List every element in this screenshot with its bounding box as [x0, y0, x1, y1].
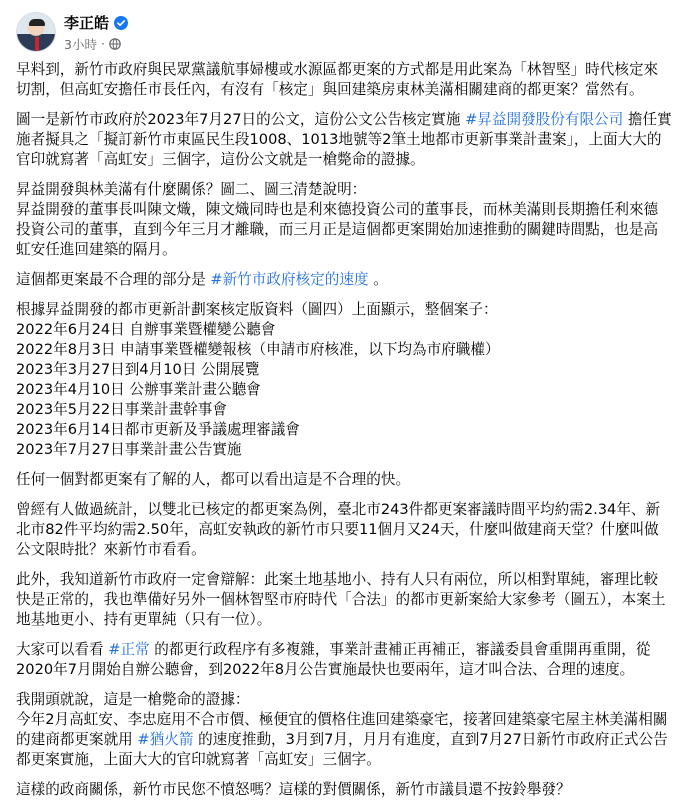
- paragraph-9: [16, 640, 672, 680]
- paragraph-4-text-a: 這個都更案最不合理的部分是: [16, 271, 206, 288]
- paragraph-5: [16, 300, 672, 460]
- paragraph-7: 曾經有人做過統計，以雙北已核定的都更案為例，臺北市243件都更案審議時間平均約需2.34年、新北市82件平均約需2.50年，高虹安執政的新竹市只要11個月又24天，什麼叫做建商天堂？什麼叫做公文限時批？來新竹市看看。: [16, 501, 661, 558]
- separator-dot: ·: [100, 36, 105, 51]
- paragraph-2-text-b: 擔任實施者擬具之「擬訂新竹市東區民生段1008、1013地號等2筆土地都市更新事業計畫案」，上面大大的官印就寫著「高虹安」三個字，這份公文就是一槍斃命的證據。: [16, 111, 672, 168]
- avatar[interactable]: [16, 12, 56, 52]
- paragraph-10-text-a: 今年2月高虹安、李忠庭用不合市價、極便宜的價格住進回建築豪宅，接著回建築豪宅屋主林美滿相關的建商都更案就用: [16, 711, 668, 748]
- globe-icon[interactable]: [109, 38, 121, 50]
- timeline-intro: 根據昇益開發的都市更新計劃案核定版資料（圖四）上面顯示，整個案子：: [16, 301, 498, 318]
- paragraph-11: 這樣的政商關係，新竹市民您不憤怒嗎？這樣的對價關係，新竹市議員還不按鈴舉發？: [16, 781, 571, 798]
- paragraph-3-title: 昇益開發與林美滿有什麼關係？圖二、圖三清楚說明：: [16, 181, 367, 198]
- timeline-item: 2023年4月10日 公辦事業計畫公聽會: [16, 381, 261, 398]
- timeline-item: 2023年7月27日事業計畫公告實施: [16, 441, 242, 458]
- time-row: [64, 35, 128, 53]
- paragraph-9-text-a: 大家可以看看: [16, 641, 104, 658]
- timeline-item: 2023年3月27日到4月10日 公開展覽: [16, 361, 260, 378]
- paragraph-10: [16, 690, 672, 770]
- post-header: [16, 10, 128, 54]
- paragraph-3-body: 昇益開發的董事長叫陳文熾，陳文熾同時也是利來德投資公司的董事長，而林美滿則長期擔任利來德投資公司的董事，直到今年三月才離職，而三月正是這個都更案開始加速推動的關鍵時間點，也是高虹安任進回建築的隔月。: [16, 201, 659, 258]
- paragraph-2: [16, 110, 672, 170]
- paragraph-8: 此外，我知道新竹市政府一定會辯解：此案土地基地小、持有人只有兩位，所以相對單純，審理比較快是正常的，我也準備好另外一個林智堅市府時代「合法」的都市更新案給大家參考（圖五），本案土地基地更小、持有更單純（只有一位）。: [16, 571, 666, 628]
- timeline-item: 2022年6月24日 自辦事業暨權變公聽會: [16, 321, 276, 338]
- paragraph-3: [16, 180, 672, 260]
- post-meta: [64, 12, 128, 53]
- hashtag-link[interactable]: #昇益開發股份有限公司: [465, 111, 624, 128]
- verified-badge-icon: [114, 15, 128, 29]
- paragraph-2-text-a: 圖一是新竹市政府於2023年7月27日的公文，這份公文公告核定實施: [16, 111, 461, 128]
- paragraph-4-text-b: 。: [373, 271, 388, 288]
- hashtag-link[interactable]: #正常: [108, 641, 150, 658]
- paragraph-4: [16, 270, 672, 290]
- author-name[interactable]: 李正皓: [64, 13, 110, 32]
- hashtag-link[interactable]: #猶火箭: [137, 731, 194, 748]
- timeline-item: 2023年5月22日事業計畫幹事會: [16, 401, 227, 418]
- paragraph-1: 早料到，新竹市政府與民眾黨議航事婦樓或水源區都更案的方式都是用此案為「林智堅」時代核定來切割，但高虹安擔任市長任內，有沒有「核定」與回建築房東林美滿相關建商的都更案？當然有。: [16, 61, 659, 98]
- hashtag-link[interactable]: #新竹市政府核定的速度: [210, 271, 369, 288]
- name-row: [64, 12, 128, 33]
- timeline-item: 2023年6月14日都市更新及爭議處理審議會: [16, 421, 300, 438]
- paragraph-10-text-b: 的速度推動，3月到7月，月月有進度，直到7月27日新竹市政府正式公告都更案實施，上面大大的官印就寫著「高虹安」三個字。: [16, 731, 668, 768]
- paragraph-9-text-b: 的都更行政程序有多複雜，事業計畫補正再補正，審議委員會重開再重開，從2020年7月開始自辦公聽會，到2022年8月公告實施最快也要兩年，這才叫合法、合理的速度。: [16, 641, 651, 678]
- timeline-item: 2022年8月3日 申請事業暨權變報核（申請市府核准，以下均為市府職權）: [16, 341, 500, 358]
- post-timestamp[interactable]: 3小時: [64, 36, 97, 52]
- paragraph-10-title: 我開頭就說，這是一槍斃命的證據：: [16, 691, 250, 708]
- post-content: [16, 60, 672, 810]
- paragraph-6: 任何一個對都更案有了解的人，都可以看出這是不合理的快。: [16, 471, 411, 488]
